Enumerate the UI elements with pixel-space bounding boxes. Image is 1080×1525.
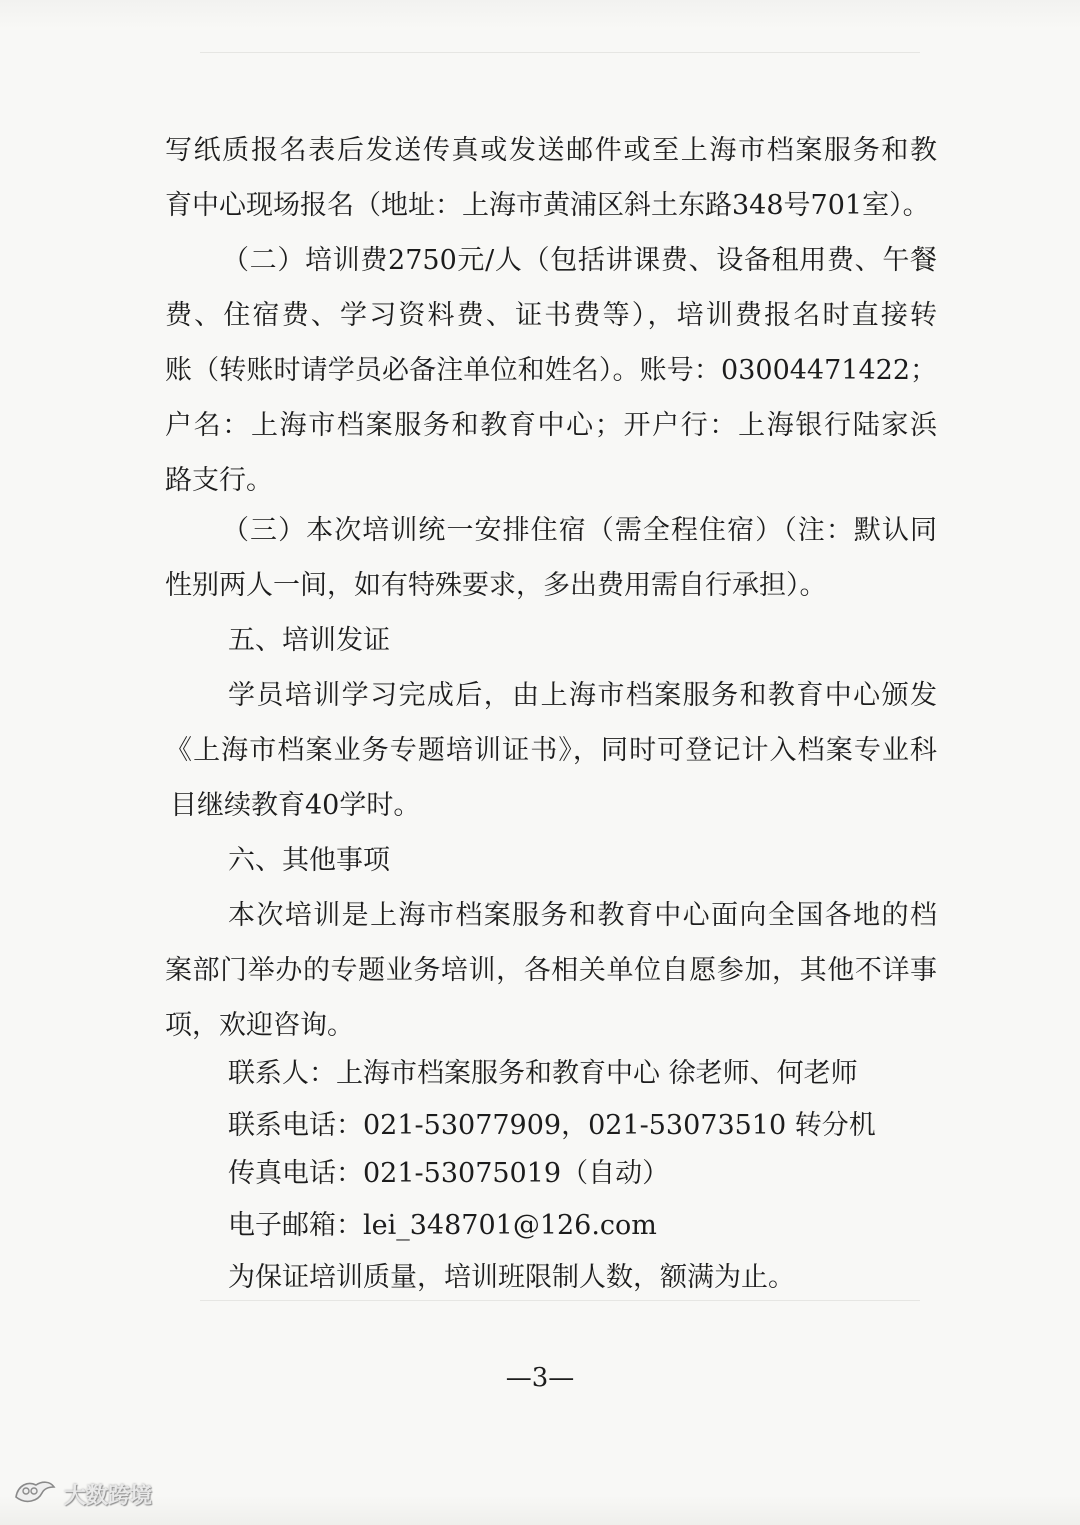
text-line <box>0 233 1080 289</box>
text-line <box>0 778 1080 834</box>
heading-text: 六、其他事项 <box>228 845 390 876</box>
heading-text: 五、培训发证 <box>228 625 390 656</box>
line-text: 案部门举办的专题业务培训，各相关单位自愿参加，其他不详事 <box>165 955 937 986</box>
text-line <box>0 398 1080 454</box>
line-text: 为保证培训质量，培训班限制人数，额满为止。 <box>228 1262 795 1293</box>
section-heading <box>0 833 1080 889</box>
text-line <box>0 343 1080 399</box>
line-text: （二）培训费2750元/人（包括讲课费、设备租用费、午餐 <box>222 245 937 276</box>
text-line <box>0 558 1080 614</box>
contact-phone: 联系电话：021-53077909，021-53073510 转分机 <box>228 1110 876 1141</box>
contact-line <box>0 1046 1080 1102</box>
contact-person: 联系人：上海市档案服务和教育中心 徐老师、何老师 <box>228 1058 858 1089</box>
line-text: 育中心现场报名（地址：上海市黄浦区斜土东路348号701室）。 <box>165 190 930 221</box>
text-line <box>0 888 1080 944</box>
watermark <box>12 1472 152 1516</box>
line-text: （三）本次培训统一安排住宿（需全程住宿）（注：默认同 <box>222 515 937 546</box>
text-line <box>0 288 1080 344</box>
line-text: 户名：上海市档案服务和教育中心；开户行：上海银行陆家浜 <box>165 410 937 441</box>
text-line <box>0 668 1080 724</box>
text-line <box>0 723 1080 779</box>
line-text: 《上海市档案业务专题培训证书》，同时可登记计入档案专业科 <box>165 735 937 766</box>
line-text: 写纸质报名表后发送传真或发送邮件或至上海市档案服务和教 <box>165 135 937 166</box>
line-text: 本次培训是上海市档案服务和教育中心面向全国各地的档 <box>228 900 937 931</box>
line-text: 项，欢迎咨询。 <box>165 1010 354 1041</box>
email-address: 电子邮箱：lei_348701@126.com <box>228 1210 657 1241</box>
line-text: 路支行。 <box>165 465 273 496</box>
fax-number: 传真电话：021-53075019（自动） <box>228 1158 670 1189</box>
text-line <box>0 178 1080 234</box>
contact-line <box>0 1198 1080 1254</box>
text-line <box>0 453 1080 509</box>
line-text: 费、住宿费、学习资料费、证书费等），培训费报名时直接转 <box>165 300 937 331</box>
line-text: 性别两人一间，如有特殊要求，多出费用需自行承担）。 <box>165 570 827 601</box>
text-line <box>0 943 1080 999</box>
contact-line <box>0 1146 1080 1202</box>
line-text: 学员培训学习完成后，由上海市档案服务和教育中心颁发 <box>228 680 937 711</box>
bird-logo-icon <box>12 1475 56 1513</box>
page-number: —3— <box>505 1363 575 1393</box>
text-line <box>0 1250 1080 1306</box>
line-text: 账（转账时请学员必备注单位和姓名）。账号：03004471422； <box>165 355 937 386</box>
section-heading <box>0 613 1080 669</box>
text-line <box>0 123 1080 179</box>
line-text: 目继续教育40学时。 <box>170 790 421 821</box>
bleed-through-rule <box>200 52 920 53</box>
text-line <box>0 503 1080 559</box>
watermark-text: 大数跨境 <box>64 1483 153 1509</box>
